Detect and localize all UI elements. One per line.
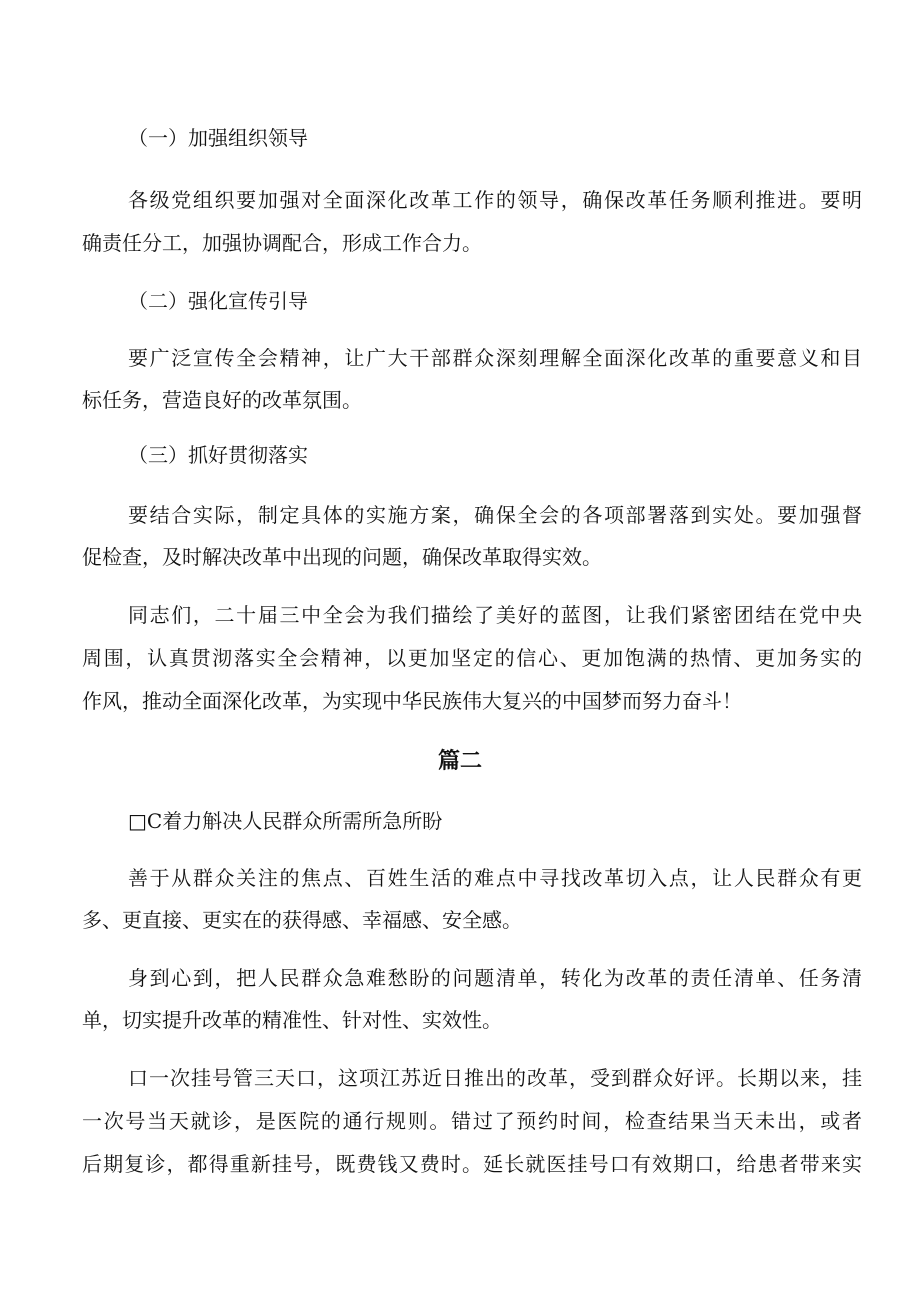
part-two-subheading: □C着力斛决人民群众所需所急所盼 — [128, 809, 443, 833]
paragraph-3-line-2: 促检查，及时解决改革中出现的问题，确保改革取得实效。 — [82, 545, 602, 569]
paragraph-4-line-2: 周围，认真贯沏落实全会精神，以更加坚定的信心、更加饱满的热情、更加务实的 — [82, 646, 862, 670]
part-two-title: 篇二 — [437, 749, 482, 774]
part-two-paragraph-3-line-3: 后期复诊，都得重新挂号，既费钱又费时。延长就医挂号口有效期口，给患者带来实 — [82, 1152, 862, 1176]
paragraph-2-line-1: 要广泛宣传全会精神，让广大干部群众深刻理解全面深化改革的重要意义和目 — [128, 346, 862, 370]
part-two-paragraph-2-line-1: 身到心到，把人民群众急难愁盼的问题清单，转化为改革的责任清单、任务清 — [128, 966, 862, 990]
paragraph-1-line-2: 确责任分工，加强协调配合，形成工作合力。 — [82, 231, 482, 255]
part-two-paragraph-3-line-1: 口一次挂号管三天口，这项江苏近日推出的改革，受到群众好评。长期以来，挂 — [128, 1066, 862, 1090]
part-two-paragraph-1-line-2: 多、更直接、更实在的获得感、幸福感、安全感。 — [82, 908, 522, 932]
paragraph-1-line-1: 各级党组织要加强对全面深化改革工作的领导，确保改革任务顺利推进。要明 — [128, 188, 862, 212]
section-heading-2: （二）强化宣传引导 — [128, 289, 308, 313]
section-heading-3: （三）抓好贯彻落实 — [128, 443, 308, 467]
part-two-paragraph-1-line-1: 善于从群众关注的焦点、百姓生活的难点中寻找改革切入点，让人民群众有更 — [128, 866, 862, 890]
paragraph-3-line-1: 要结合实际，制定具体的实施方案，确保全会的各项部署落到实处。要加强督 — [128, 503, 862, 527]
part-two-paragraph-2-line-2: 单，切实提升改革的精准性、针对性、实效性。 — [82, 1008, 502, 1032]
part-two-paragraph-3-line-2: 一次号当天就诊，是医院的通行规则。错过了预约时间，检查结果当天未出，或者 — [82, 1109, 862, 1133]
paragraph-4-line-1: 同志们，二十届三中全会为我们描绘了美好的蓝图，让我们紧密团结在党中央 — [128, 603, 862, 627]
section-heading-1: （一）加强组织领导 — [128, 126, 308, 150]
paragraph-4-line-3: 作风，推动全面深化改革，为实现中华民族伟大复兴的中国梦而努力奋斗！ — [82, 689, 742, 713]
paragraph-2-line-2: 标任务，营造良好的改革氛围。 — [82, 388, 362, 412]
